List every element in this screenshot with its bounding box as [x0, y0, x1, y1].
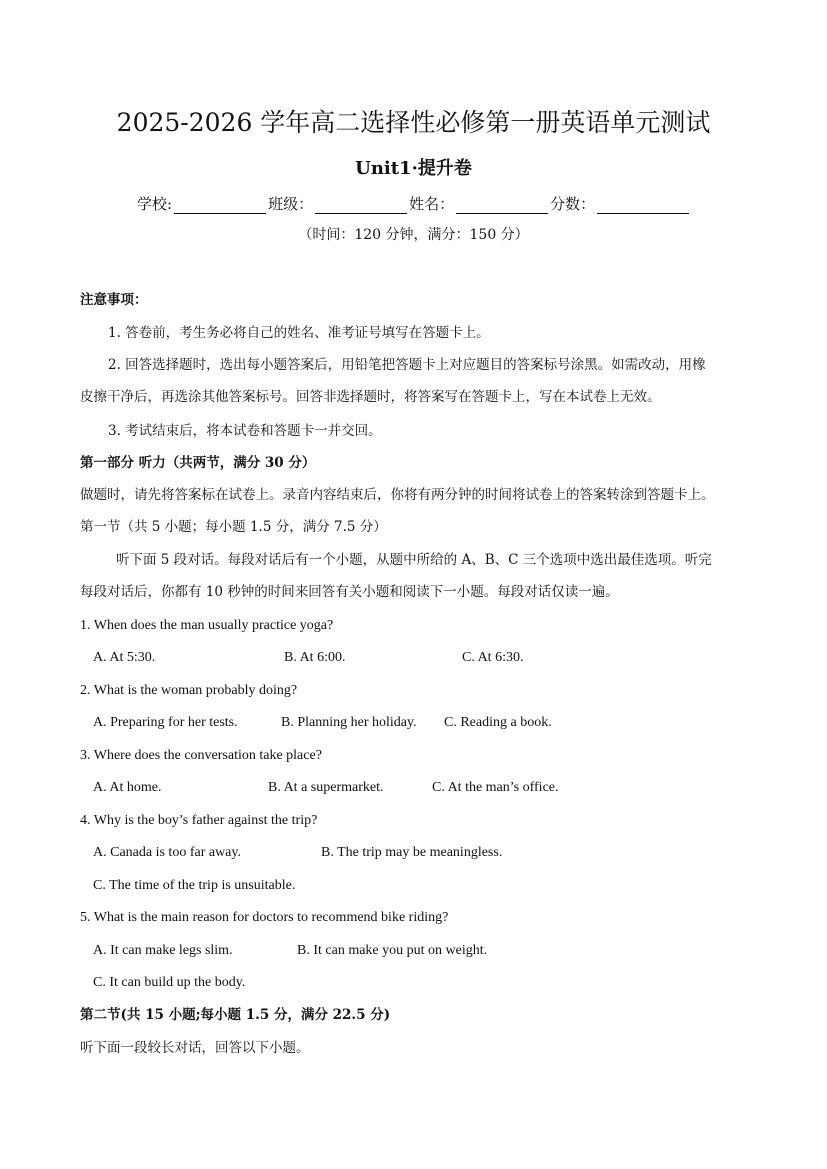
notes-heading: 注意事项：	[80, 292, 148, 308]
note-item-continued: 皮擦干净后，再选涂其他答案标号。回答非选择题时，将答案写在答题卡上，写在本试卷上无效。	[80, 389, 661, 405]
option-a: A. Preparing for her tests.	[93, 715, 238, 730]
section1-heading: 第一节（共 5 小题；每小题 1.5 分，满分 7.5 分）	[80, 519, 387, 535]
class-blank	[315, 197, 407, 214]
option-b: B. At a supermarket.	[268, 780, 384, 795]
school-label: 学校:	[137, 195, 173, 213]
document-subtitle: Unit1·提升卷	[355, 158, 472, 179]
question: 5. What is the main reason for doctors to recommend bike riding?	[80, 910, 449, 925]
option-c: C. At the man’s office.	[432, 780, 559, 795]
score-blank	[597, 197, 689, 214]
option-a: A. At 5:30.	[93, 650, 156, 665]
option-c: C. It can build up the body.	[93, 975, 246, 990]
document-title: 2025-2026 学年高二选择性必修第一册英语单元测试	[116, 108, 711, 137]
name-label: 姓名：	[409, 195, 455, 213]
note-item: 2. 回答选择题时，选出每小题答案后，用铅笔把答题卡上对应题目的答案标号涂黑。如需改动，用橡	[108, 357, 706, 373]
option-c: C. The time of the trip is unsuitable.	[93, 878, 296, 893]
note-item: 3. 考试结束后，将本试卷和答题卡一并交回。	[108, 423, 382, 439]
option-b: B. The trip may be meaningless.	[321, 845, 503, 860]
option-b: B. At 6:00.	[284, 650, 346, 665]
question: 2. What is the woman probably doing?	[80, 683, 298, 698]
option-a: A. Canada is too far away.	[93, 845, 241, 860]
option-a: A. It can make legs slim.	[93, 943, 233, 958]
note-item: 1. 答卷前，考生务必将自己的姓名、准考证号填写在答题卡上。	[108, 325, 490, 341]
option-a: A. At home.	[93, 780, 162, 795]
time-note: （时间：120 分钟，满分：150 分）	[298, 227, 529, 243]
section2-heading: 第二节(共 15 小题;每小题 1.5 分，满分 22.5 分)	[80, 1007, 391, 1023]
question: 3. Where does the conversation take place?	[80, 748, 322, 763]
question: 4. Why is the boy’s father against the trip?	[80, 813, 318, 828]
option-b: B. It can make you put on weight.	[297, 943, 488, 958]
class-label: 班级：	[268, 195, 314, 213]
option-c: C. At 6:30.	[462, 650, 524, 665]
part1-heading: 第一部分 听力（共两节，满分 30 分）	[80, 455, 316, 471]
section1-instruction-cont: 每段对话后，你都有 10 秒钟的时间来回答有关小题和阅读下一小题。每段对话仅读一遍。	[80, 584, 619, 600]
option-c: C. Reading a book.	[444, 715, 552, 730]
part1-instruction: 做题时，请先将答案标在试卷上。录音内容结束后，你将有两分钟的时间将试卷上的答案转涂到答题卡上。	[80, 487, 715, 503]
school-blank	[174, 197, 266, 214]
student-info-fields	[137, 193, 691, 214]
score-label: 分数：	[550, 195, 596, 213]
section1-instruction: 听下面 5 段对话。每段对话后有一个小题，从题中所给的 A、B、C 三个选项中选出最佳选项。听完	[116, 552, 712, 568]
option-b: B. Planning her holiday.	[281, 715, 417, 730]
section2-instruction: 听下面一段较长对话，回答以下小题。	[80, 1040, 310, 1056]
name-blank	[456, 197, 548, 214]
question: 1. When does the man usually practice yoga?	[80, 618, 334, 633]
